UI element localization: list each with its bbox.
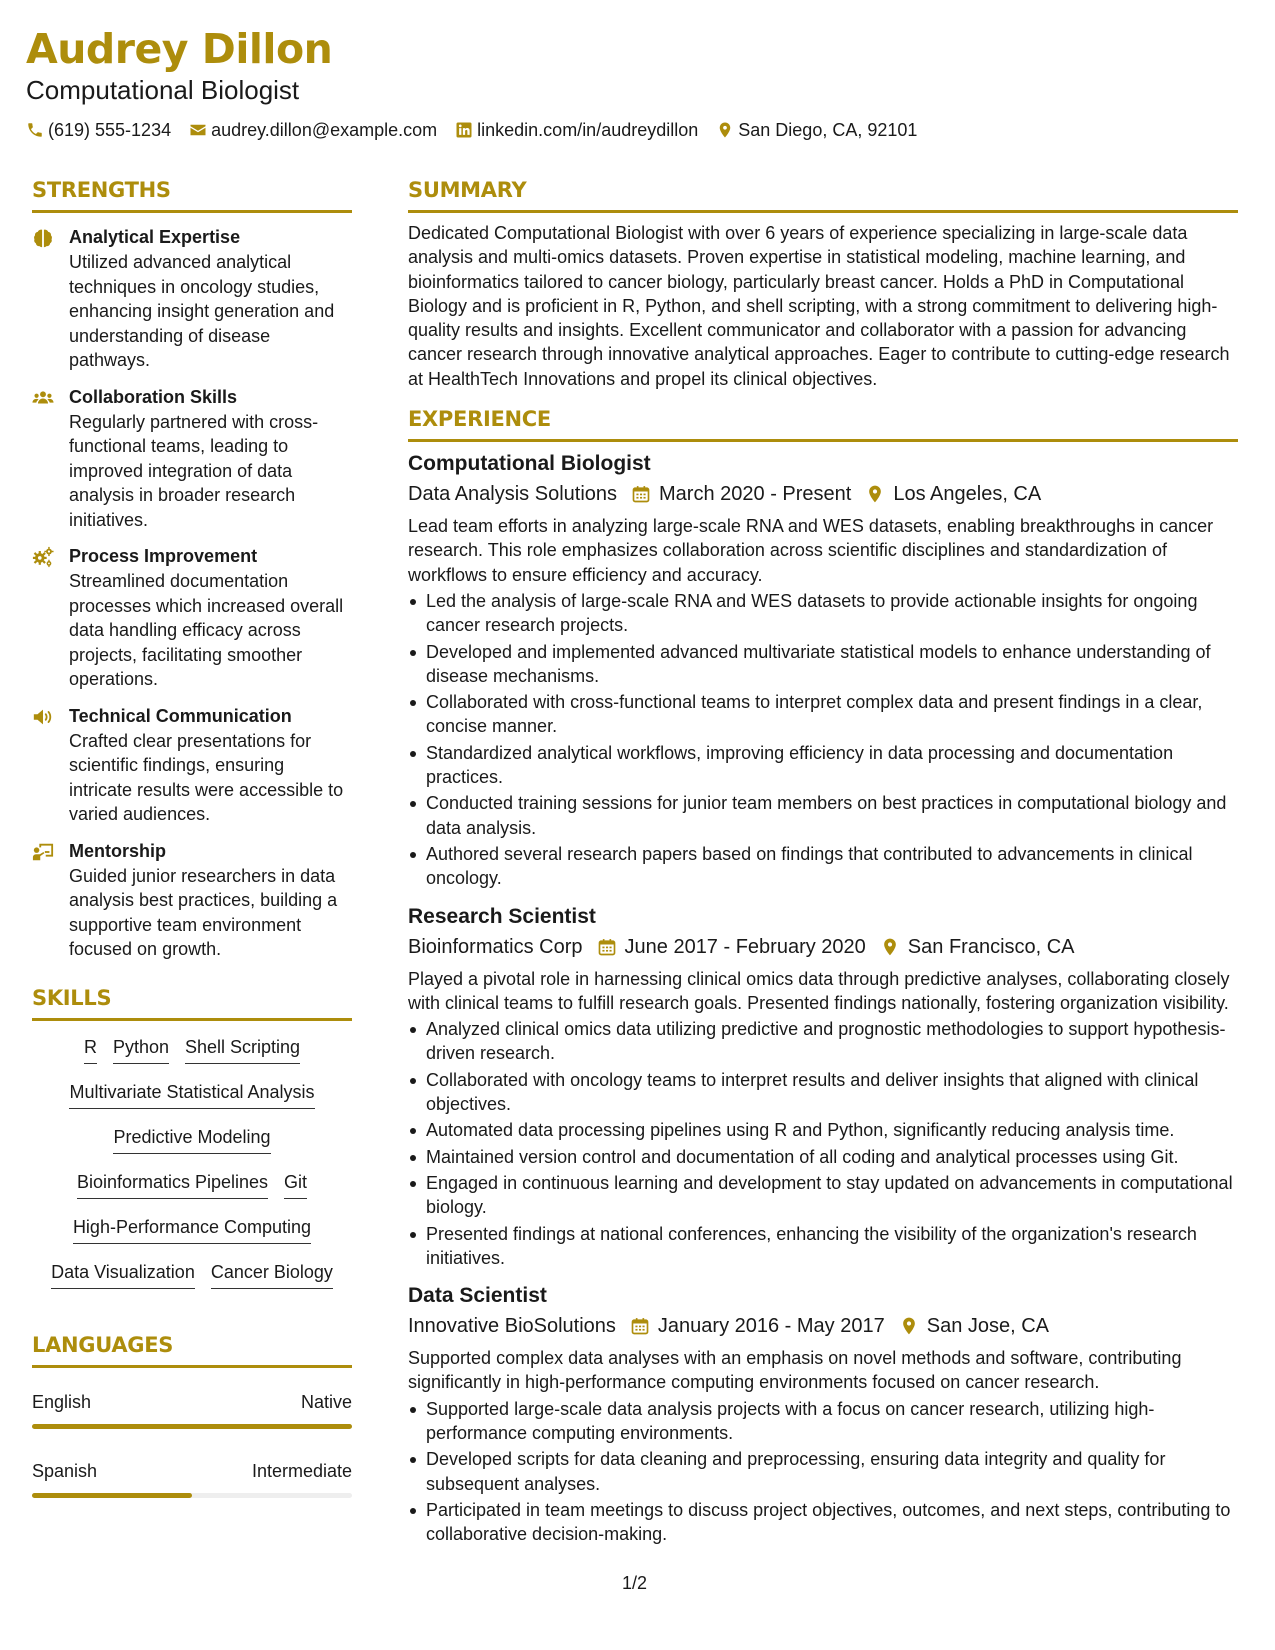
- job-meta: [408, 480, 1238, 508]
- strength-title: Mentorship: [69, 840, 166, 861]
- skill-tag: High-Performance Computing: [73, 1215, 311, 1244]
- strength-item: [32, 385, 352, 533]
- job-location: [865, 480, 1041, 508]
- skill-tag: Predictive Modeling: [113, 1125, 270, 1154]
- job-dates: [631, 480, 851, 508]
- job-meta: [408, 1312, 1238, 1340]
- contact-location: [716, 118, 917, 142]
- job-company: [408, 480, 617, 508]
- job-description: Lead team efforts in analyzing large-scale RNA and WES datasets, enabling breakthroughs in cancer research. This role emphasizes collaboration across scientific disciplines and standardization of workflows to ensure efficiency and accuracy.: [408, 516, 1214, 585]
- language-name: English: [32, 1391, 92, 1412]
- job-bullet: Authored several research papers based on findings that contributed to advancements in clinical oncology.: [408, 842, 1238, 891]
- location-text: Los Angeles, CA: [893, 483, 1042, 506]
- volume-icon: [32, 706, 54, 728]
- job-bullet: Led the analysis of large-scale RNA and WES datasets to provide actionable insights for ongoing cancer research projects.: [408, 589, 1238, 638]
- location-text: San Jose, CA: [926, 1315, 1050, 1338]
- chalkboard-teacher-icon: [32, 841, 54, 863]
- job-company: [408, 1312, 616, 1340]
- job-bullet: Collaborated with oncology teams to interpret results and deliver insights that aligned with clinical objectives.: [408, 1068, 1238, 1117]
- page-number: 1/2: [622, 1573, 648, 1593]
- job-bullet: Analyzed clinical omics data utilizing predictive and prognostic methodologies to support hypothesis-driven research.: [408, 1017, 1238, 1066]
- job-dates: [630, 1312, 885, 1340]
- skill-tag: Shell Scripting: [185, 1035, 300, 1064]
- skill-row: [32, 1035, 352, 1080]
- job-bullet: Conducted training sessions for junior team members on best practices in computational biology and data analysis.: [408, 791, 1238, 840]
- strength-title: Technical Communication: [69, 705, 292, 726]
- calendar-icon: [630, 1316, 650, 1336]
- job-location: [880, 933, 1075, 961]
- skill-row: [32, 1170, 352, 1215]
- job-entry: [408, 903, 1238, 1271]
- calendar-icon: [597, 937, 617, 957]
- section-divider: [408, 210, 1238, 213]
- job-bullet: Automated data processing pipelines using R and Python, significantly reducing analysis time.: [408, 1118, 1238, 1142]
- map-marker-icon: [865, 484, 885, 504]
- language-name: Spanish: [32, 1460, 98, 1481]
- experience-heading: EXPERIENCE: [408, 407, 551, 432]
- strength-description: Utilized advanced analytical techniques in oncology studies, enhancing insight generation and understanding of disease pathways.: [69, 252, 335, 370]
- strengths-section: [32, 176, 352, 962]
- strength-title: Analytical Expertise: [69, 227, 241, 247]
- company-name: Bioinformatics Corp: [408, 935, 583, 958]
- language-bar-fill: [32, 1493, 192, 1498]
- section-divider: [32, 1365, 352, 1368]
- strength-item: [32, 839, 352, 962]
- skill-row: [32, 1215, 352, 1260]
- language-item: [32, 1459, 352, 1498]
- strength-title: Process Improvement: [69, 546, 258, 566]
- language-item: [32, 1390, 352, 1429]
- contact-phone[interactable]: [26, 118, 171, 142]
- date-range: January 2016 - May 2017: [657, 1315, 885, 1338]
- map-marker-icon: [899, 1316, 919, 1336]
- skill-tag: Bioinformatics Pipelines: [77, 1170, 268, 1199]
- job-location: [899, 1312, 1049, 1340]
- job-entry: [408, 1282, 1238, 1546]
- job-bullets: [408, 1017, 1238, 1270]
- strength-title: Collaboration Skills: [69, 386, 238, 407]
- linkedin-icon: [455, 121, 473, 139]
- languages-heading: LANGUAGES: [32, 1332, 174, 1357]
- section-divider: [32, 1018, 352, 1021]
- email-text: audrey.dillon@example.com: [211, 120, 438, 140]
- phone-text: (619) 555-1234: [48, 120, 172, 140]
- language-bar: [32, 1493, 352, 1498]
- summary-section: [408, 176, 1238, 391]
- job-entry: [408, 450, 1238, 890]
- language-bar-fill: [32, 1424, 352, 1429]
- experience-section: [408, 405, 1238, 1546]
- location-text: San Diego, CA, 92101: [738, 120, 918, 140]
- summary-text: Dedicated Computational Biologist with over 6 years of experience specializing in large-scale data analysis and multi-omics datasets. Proven expertise in statistical modeling, machine learning, and bioinformatics tailored to cancer biology, particularly breast cancer. Holds a PhD in Computational Biology and is proficient in R, Python, and shell scripting, with a strong commitment to delivering high-quality results and insights. Excellent communicator and collaborator with a passion for advancing cancer research through innovative analytical approaches. Eager to contribute to cutting-edge research at HealthTech Innovations and propel its clinical objectives.: [408, 223, 1230, 389]
- job-bullet: Developed and implemented advanced multivariate statistical models to enhance understanding of disease mechanisms.: [408, 640, 1238, 689]
- resume-header: [26, 24, 1246, 142]
- job-bullet: Engaged in continuous learning and development to stay updated on advancements in computational biology.: [408, 1171, 1238, 1220]
- job-bullets: [408, 589, 1238, 891]
- skill-row: [32, 1260, 352, 1305]
- job-bullet: Maintained version control and documentation of all coding and analytical processes using Git.: [408, 1145, 1238, 1169]
- left-column: [32, 176, 352, 1498]
- section-divider: [32, 210, 352, 213]
- location-text: San Francisco, CA: [907, 935, 1075, 958]
- summary-heading: SUMMARY: [408, 178, 527, 202]
- skills-heading: SKILLS: [32, 985, 112, 1010]
- job-description: Played a pivotal role in harnessing clinical omics data through predictive analyses, collaborating closely with clinical teams to fulfill research goals. Presented findings nationally, fostering organization visibility.: [408, 968, 1230, 1013]
- skill-tag: Python: [113, 1035, 169, 1064]
- job-description: Supported complex data analyses with an emphasis on novel methods and software, contributing significantly in high-performance computing environments focused on cancer research.: [408, 1348, 1182, 1393]
- language-level: Native: [300, 1391, 352, 1412]
- linkedin-text: linkedin.com/in/audreydillon: [477, 120, 699, 140]
- strength-item: [32, 704, 352, 827]
- date-range: June 2017 - February 2020: [624, 935, 866, 958]
- job-meta: [408, 933, 1238, 961]
- strength-item: [32, 225, 352, 373]
- job-title: Computational Biologist: [408, 452, 651, 476]
- skills-list: [32, 1035, 352, 1305]
- job-title: Research Scientist: [408, 904, 596, 928]
- strength-description: Crafted clear presentations for scientific findings, ensuring intricate results were accessible to varied audiences.: [69, 730, 344, 824]
- skill-row: [32, 1080, 352, 1125]
- phone-icon: [26, 121, 44, 139]
- date-range: March 2020 - Present: [659, 483, 852, 506]
- skill-tag: Git: [284, 1170, 307, 1199]
- contact-bar: [26, 118, 1246, 142]
- job-bullets: [408, 1397, 1238, 1547]
- skill-row: [32, 1125, 352, 1170]
- skill-tag: Data Visualization: [51, 1260, 195, 1289]
- gears-icon: [32, 546, 54, 568]
- language-bar: [32, 1424, 352, 1429]
- map-marker-icon: [880, 937, 900, 957]
- company-name: Innovative BioSolutions: [408, 1315, 616, 1338]
- job-title: Data Scientist: [408, 1284, 547, 1308]
- job-bullet: Supported large-scale data analysis projects with a focus on cancer research, utilizing high-performance computing environments.: [408, 1397, 1238, 1446]
- contact-linkedin[interactable]: [455, 118, 698, 142]
- job-company: [408, 933, 583, 961]
- job-bullet: Collaborated with cross-functional teams to interpret complex data and present findings in a clear, concise manner.: [408, 690, 1238, 739]
- skill-tag: Multivariate Statistical Analysis: [69, 1080, 314, 1109]
- map-marker-icon: [716, 121, 734, 139]
- skill-tag: R: [84, 1035, 97, 1064]
- right-column: [408, 176, 1238, 1546]
- languages-section: [32, 1331, 352, 1498]
- envelope-icon: [189, 121, 207, 139]
- skills-section: [32, 984, 352, 1305]
- brain-icon: [32, 227, 54, 249]
- language-level: Intermediate: [251, 1460, 352, 1481]
- job-bullet: Standardized analytical workflows, improving efficiency in data processing and documentation practices.: [408, 741, 1238, 790]
- job-bullet: Participated in team meetings to discuss project objectives, outcomes, and next steps, contributing to collaborative decision-making.: [408, 1498, 1238, 1547]
- section-divider: [408, 439, 1238, 442]
- company-name: Data Analysis Solutions: [408, 483, 618, 506]
- strength-item: [32, 544, 352, 692]
- strength-description: Guided junior researchers in data analysis best practices, building a supportive team environment focused on growth.: [69, 865, 338, 959]
- calendar-icon: [631, 484, 651, 504]
- contact-email[interactable]: [189, 118, 437, 142]
- job-list: [408, 450, 1238, 1546]
- job-bullet: Developed scripts for data cleaning and preprocessing, ensuring data integrity and quality for subsequent analyses.: [408, 1447, 1238, 1496]
- job-bullet: Presented findings at national conferences, enhancing the visibility of the organization's research initiatives.: [408, 1222, 1238, 1271]
- strength-description: Streamlined documentation processes which increased overall data handling efficacy across projects, facilitating smoother operations.: [69, 571, 344, 689]
- candidate-name: Audrey Dillon: [26, 25, 333, 73]
- skill-tag: Cancer Biology: [211, 1260, 333, 1289]
- users-icon: [32, 387, 54, 409]
- strength-description: Regularly partnered with cross-functional teams, leading to improved integration of data analysis in broader research initiatives.: [69, 411, 319, 530]
- job-dates: [597, 933, 866, 961]
- strengths-heading: STRENGTHS: [32, 178, 171, 202]
- candidate-title: Computational Biologist: [26, 75, 300, 105]
